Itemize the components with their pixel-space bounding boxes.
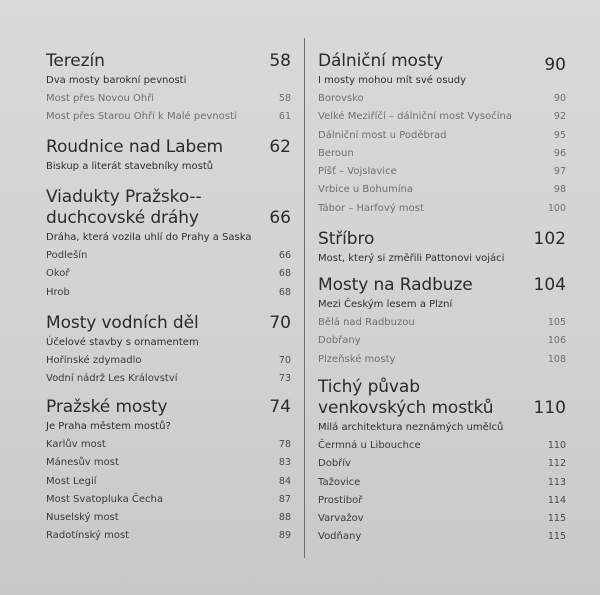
entry-page: 110	[533, 398, 566, 418]
item-label: Plzeňské mosty	[318, 353, 396, 365]
item-label: Nuselský most	[46, 512, 119, 524]
toc-item[interactable]	[318, 437, 566, 455]
item-label: Podlešín	[46, 250, 88, 261]
toc-item[interactable]	[46, 265, 291, 283]
item-label: Dobřany	[318, 335, 361, 347]
item-page: 114	[547, 494, 566, 506]
item-label: Vodní nádrž Les Království	[46, 373, 178, 385]
toc-entry-stribro[interactable]	[318, 229, 566, 265]
item-label: Most přes Starou Ohři k Malé pevnosti	[46, 111, 237, 123]
toc-item[interactable]	[318, 163, 566, 181]
entry-title[interactable]: Stříbro	[318, 229, 375, 249]
toc-item[interactable]	[318, 492, 566, 510]
item-label: Vrbice u Bohumína	[318, 184, 414, 196]
item-label: Karlův most	[46, 439, 106, 450]
item-label: Vodňany	[318, 531, 362, 543]
entry-title[interactable]: Viadukty Pražsko--duchcovské dráhy	[46, 187, 202, 228]
toc-item[interactable]	[318, 181, 566, 199]
item-label: Píšť – Vojslavice	[318, 166, 397, 178]
toc-entry-radbuza[interactable]	[318, 275, 566, 369]
item-page: 84	[278, 475, 291, 487]
item-page: 83	[278, 457, 291, 469]
item-label: Most přes Novou Ohři	[46, 93, 155, 104]
toc-item[interactable]	[318, 474, 566, 492]
toc-item[interactable]	[318, 510, 566, 528]
toc-item[interactable]	[46, 247, 291, 265]
toc-item[interactable]	[318, 108, 566, 126]
entry-page: 58	[269, 51, 291, 71]
toc-entry-dalnicni-mosty[interactable]	[318, 51, 566, 218]
toc-item[interactable]	[46, 370, 291, 388]
item-label: Radotínský most	[46, 530, 130, 542]
item-page: 68	[278, 286, 291, 298]
toc-item[interactable]	[46, 352, 291, 370]
toc-item[interactable]	[318, 127, 566, 145]
item-page: 108	[547, 353, 566, 365]
item-label: Most Svatopluka Čecha	[46, 493, 163, 505]
toc-item[interactable]	[46, 454, 291, 472]
item-label: Mánesův most	[46, 457, 119, 469]
item-page: 113	[547, 476, 566, 488]
entry-title[interactable]: Mosty na Radbuze	[318, 275, 473, 295]
item-label: Borovsko	[318, 93, 364, 104]
entry-subtitle: Je Praha městem mostů?	[46, 421, 171, 432]
entry-subtitle: Milá architektura neznámých umělců	[318, 422, 504, 433]
item-page: 73	[278, 373, 291, 385]
toc-item[interactable]	[46, 527, 291, 545]
entry-subtitle: Účelové stavby s ornamentem	[46, 337, 199, 348]
entry-title[interactable]: Dálniční mosty	[318, 51, 444, 71]
item-page: 115	[547, 513, 566, 525]
toc-item[interactable]	[318, 145, 566, 163]
item-page: 89	[278, 530, 291, 542]
item-page: 78	[278, 439, 291, 450]
entry-page: 70	[269, 313, 291, 333]
item-page: 68	[278, 268, 291, 280]
entry-subtitle: Dráha, která vozila uhlí do Prahy a Saska	[46, 232, 252, 243]
toc-entry-roudnice[interactable]	[46, 137, 291, 173]
toc-item[interactable]	[46, 436, 291, 454]
entry-page: 62	[269, 137, 291, 157]
item-page: 110	[547, 440, 566, 451]
item-label: Okoř	[46, 268, 70, 280]
item-page: 115	[547, 531, 566, 543]
item-page: 87	[278, 493, 291, 505]
entry-page: 102	[533, 229, 566, 249]
item-page: 95	[553, 129, 566, 141]
entry-subtitle: I mosty mohou mít své osudy	[318, 75, 467, 86]
entry-subtitle: Dva mosty barokní pevnosti	[46, 75, 187, 86]
item-label: Beroun	[318, 147, 354, 159]
toc-item[interactable]	[46, 284, 291, 302]
item-page: 66	[278, 250, 291, 261]
item-label: Varvažov	[318, 513, 364, 525]
toc-item[interactable]	[318, 455, 566, 473]
item-label: Čermná u Libouchce	[318, 440, 421, 451]
item-label: Velké Meziříčí – dálniční most Vysočina	[318, 111, 512, 123]
item-page: 105	[547, 317, 566, 328]
item-page: 106	[547, 335, 566, 347]
entry-page: 66	[269, 208, 291, 228]
toc-item[interactable]	[46, 509, 291, 527]
entry-page: 90	[544, 55, 566, 75]
item-page: 70	[278, 355, 291, 366]
item-page: 61	[278, 111, 291, 123]
item-page: 97	[553, 166, 566, 178]
toc-item[interactable]	[318, 200, 566, 218]
item-page: 58	[278, 93, 291, 104]
item-page: 90	[553, 93, 566, 104]
item-page: 88	[278, 512, 291, 524]
toc-item[interactable]	[46, 491, 291, 509]
entry-title[interactable]: Pražské mosty	[46, 397, 168, 417]
item-page: 92	[553, 111, 566, 123]
toc-item[interactable]	[46, 90, 291, 108]
toc-item[interactable]	[318, 351, 566, 369]
item-label: Tažovice	[318, 476, 361, 488]
toc-entry-viadukty[interactable]	[46, 187, 291, 302]
entry-page: 74	[269, 397, 291, 417]
entry-subtitle: Mezi Českým lesem a Plzní	[318, 299, 453, 310]
item-page: 112	[547, 458, 566, 470]
column-divider	[304, 38, 305, 558]
toc-entry-prazske-mosty[interactable]	[46, 397, 291, 546]
entry-subtitle: Biskup a literát stavebníky mostů	[46, 161, 214, 172]
toc-item[interactable]	[46, 108, 291, 126]
entry-subtitle: Most, který si změřili Pattonovi vojáci	[318, 253, 505, 264]
item-label: Dálniční most u Poděbrad	[318, 129, 447, 141]
item-label: Hrob	[46, 286, 70, 298]
entry-title[interactable]: Tichý půvab venkovských mostků	[318, 377, 494, 418]
item-page: 98	[553, 184, 566, 196]
item-page: 100	[547, 202, 566, 214]
item-label: Tábor – Harfový most	[318, 202, 424, 214]
toc-item[interactable]	[46, 473, 291, 491]
entry-title[interactable]: Mosty vodních děl	[46, 313, 199, 333]
item-label: Hořínské zdymadlo	[46, 355, 142, 366]
toc-item[interactable]	[318, 90, 566, 108]
item-label: Dobřív	[318, 458, 351, 470]
toc-item[interactable]	[318, 332, 566, 350]
item-page: 96	[553, 147, 566, 159]
item-label: Bělá nad Radbuzou	[318, 317, 415, 328]
toc-entry-vodni-dila[interactable]	[46, 313, 291, 389]
toc-item[interactable]	[318, 528, 566, 546]
item-label: Most Legií	[46, 475, 97, 487]
entry-page: 104	[533, 275, 566, 295]
toc-item[interactable]	[318, 314, 566, 332]
toc-entry-terezin[interactable]	[46, 51, 291, 127]
entry-title[interactable]: Terezín	[46, 51, 105, 71]
entry-title[interactable]: Roudnice nad Labem	[46, 137, 224, 157]
toc-entry-venkovske-mostky[interactable]	[318, 377, 566, 547]
item-label: Prostiboř	[318, 494, 363, 506]
